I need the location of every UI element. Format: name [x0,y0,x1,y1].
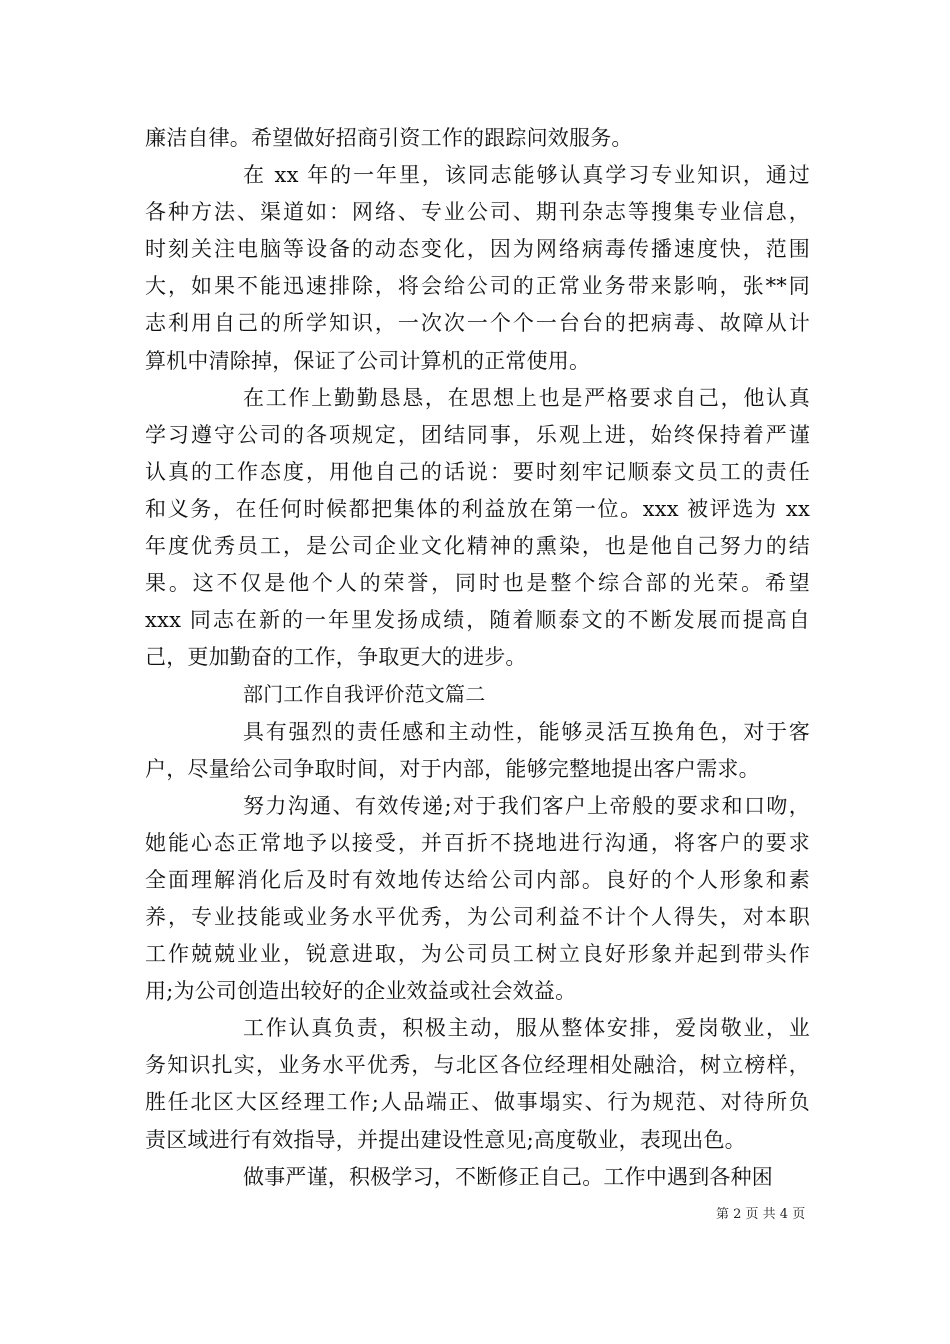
text-line: 学习遵守公司的各项规定，团结同事，乐观上进，始终保持着严谨 [145,422,810,447]
text-line: 养，专业技能或业务水平优秀，为公司利益不计个人得失，对本职 [145,904,810,929]
page-number-footer: 第 2 页 共 4 页 [716,1207,806,1222]
text-line: 在 xx 年的一年里，该同志能够认真学习专业知识，通过 [243,163,810,188]
text-line: 胜任北区大区经理工作;人品端正、做事塌实、行为规范、对待所负 [145,1090,810,1115]
text-line: 用;为公司创造出较好的企业效益或社会效益。 [145,979,577,1004]
text-line: 己，更加勤奋的工作，争取更大的进步。 [145,645,527,670]
text-line: 务知识扎实，业务水平优秀，与北区各位经理相处融洽，树立榜样， [145,1053,810,1078]
text-line: 志利用自己的所学知识，一次次一个个一台台的把病毒、故障从计 [145,311,810,336]
text-line: 做事严谨，积极学习，不断修正自己。工作中遇到各种困 [243,1164,773,1189]
text-line: 廉洁自律。希望做好招商引资工作的跟踪问效服务。 [145,126,633,150]
section-heading: 部门工作自我评价范文篇二 [243,682,486,707]
text-line: 年度优秀员工，是公司企业文化精神的熏染，也是他自己努力的结 [145,534,810,559]
document-body [145,120,810,1196]
text-line: 努力沟通、有效传递;对于我们客户上帝般的要求和口吻， [243,793,810,818]
text-line: 工作认真负责，积极主动，服从整体安排，爱岗敬业，业 [243,1016,810,1041]
text-line: 具有强烈的责任感和主动性，能够灵活互换角色，对于客 [243,719,810,744]
text-line: 全面理解消化后及时有效地传达给公司内部。良好的个人形象和素 [145,867,810,892]
text-line: xxx 同志在新的一年里发扬成绩，随着顺泰文的不断发展而提高自 [145,608,810,633]
text-line: 工作兢兢业业，锐意进取，为公司员工树立良好形象并起到带头作 [145,942,810,967]
text-line: 她能心态正常地予以接受，并百折不挠地进行沟通，将客户的要求 [145,830,810,855]
text-line: 时刻关注电脑等设备的动态变化，因为网络病毒传播速度快，范围 [145,237,810,262]
text-line: 责区域进行有效指导，并提出建设性意见;高度敬业，表现出色。 [145,1127,746,1152]
text-line: 在工作上勤勤恳恳，在思想上也是严格要求自己，他认真 [243,385,810,410]
text-line: 认真的工作态度，用他自己的话说：要时刻牢记顺泰文员工的责任 [145,459,810,484]
text-line: 和义务，在任何时候都把集体的利益放在第一位。xxx 被评选为 xx [145,496,810,521]
text-line: 果。这不仅是他个人的荣誉，同时也是整个综合部的光荣。希望 [145,571,810,596]
text-line: 各种方法、渠道如：网络、专业公司、期刊杂志等搜集专业信息， [145,200,810,225]
text-line: 算机中清除掉，保证了公司计算机的正常使用。 [145,348,591,373]
text-line: 大，如果不能迅速排除，将会给公司的正常业务带来影响，张**同 [145,274,810,299]
text-line: 户，尽量给公司争取时间，对于内部，能够完整地提出客户需求。 [145,756,760,781]
